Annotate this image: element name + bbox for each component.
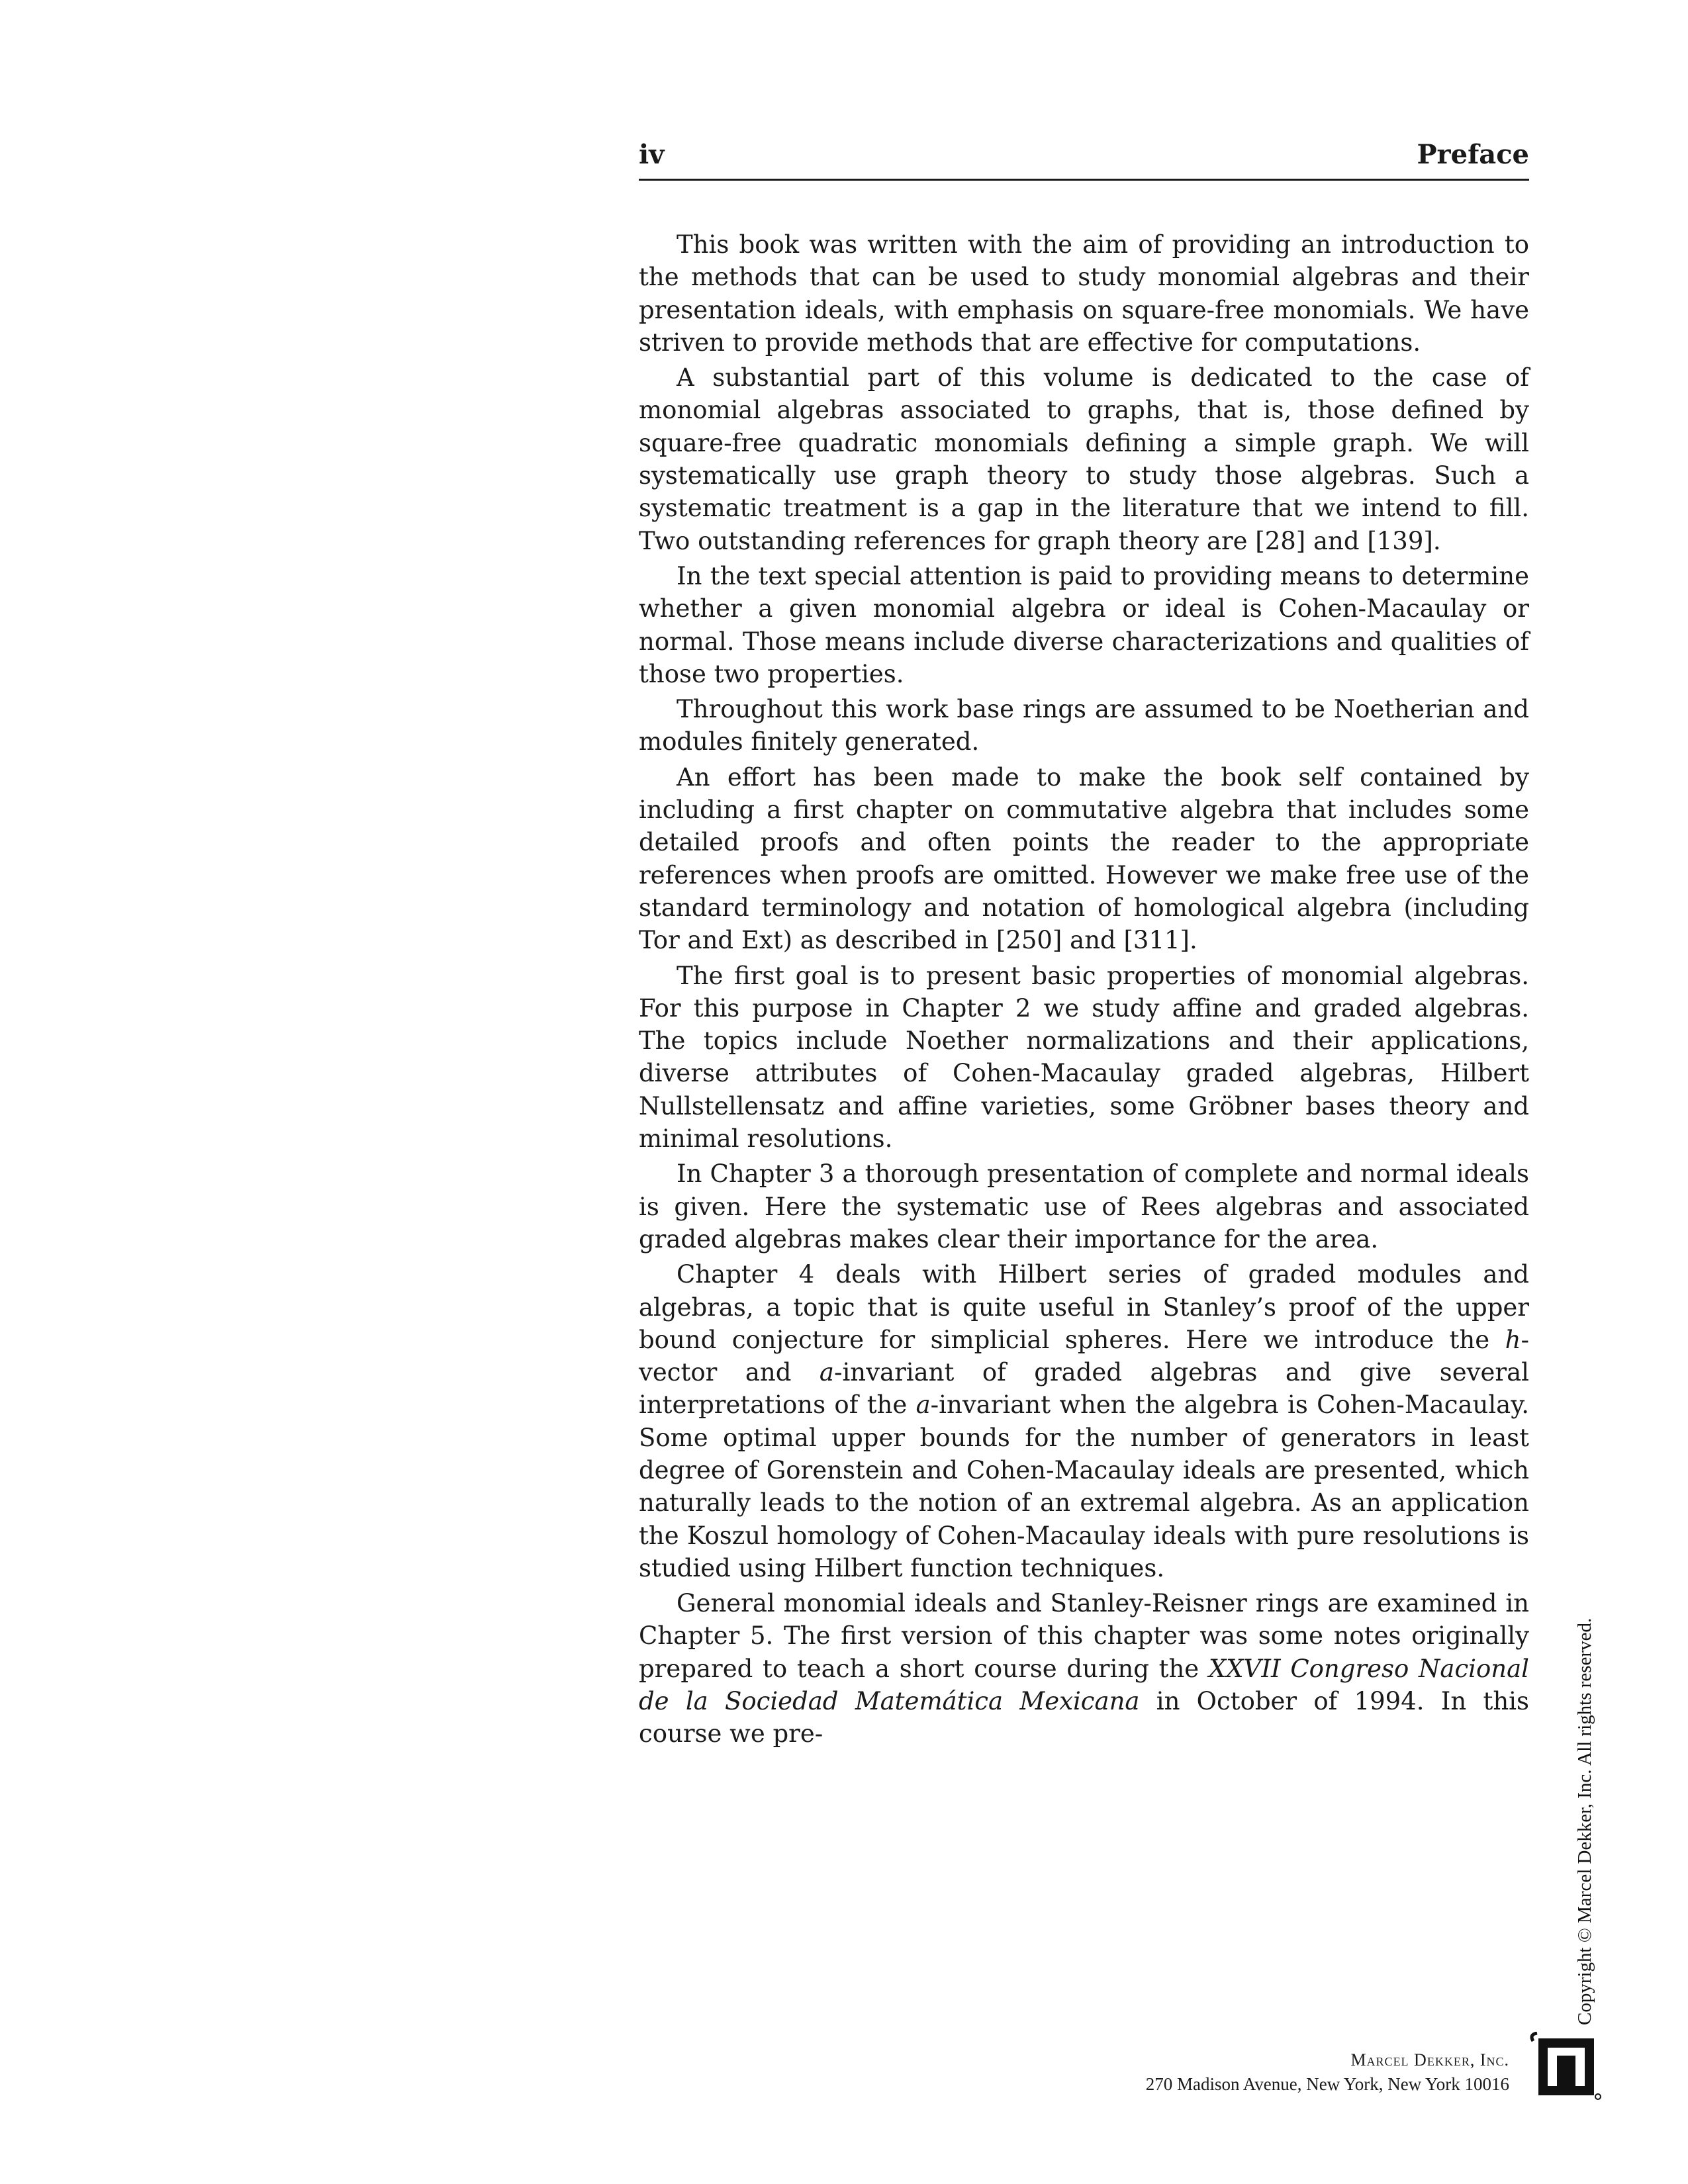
paragraph-8-text-1: Chapter 4 deals with Hilbert series of graded modules and algebras, a topic that is quite useful in Stanley’s proof of the upper bound conjecture for simplicial spheres. Here we introduce the	[639, 1260, 1529, 1354]
paragraph-8	[639, 1258, 1529, 1584]
running-head-title: Preface	[1417, 139, 1529, 170]
publisher-logo-icon	[1528, 2032, 1604, 2101]
paragraph-9-text-1: General monomial ideals and Stanley-Reisner rings are examined in Chapter 5. The first version of this chapter was some notes originally prepared to teach a short course during the	[639, 1589, 1529, 1683]
a-invariant-symbol-2: a	[915, 1390, 931, 1420]
paragraph-9-text-2: in October of 1994. In this course we pre-	[639, 1687, 1529, 1749]
congress-name: XXVII Congreso Nacional de la Sociedad Matemática Mexicana	[639, 1654, 1529, 1716]
publisher-name: Marcel Dekker, Inc.	[1350, 2050, 1509, 2070]
paragraph-9	[639, 1587, 1529, 1750]
paragraph-6: The first goal is to present basic properties of monomial algebras. For this purpose in Chapter 2 we study affine and graded algebras. The topics include Noether normalizations and their applications, diverse attributes of Cohen-Macaulay graded algebras, Hilbert Nullstellensatz and affine varieties, some Gröbner bases theory and minimal resolutions.	[639, 961, 1529, 1154]
h-vector-symbol: h	[1505, 1325, 1521, 1354]
paragraph-5: An effort has been made to make the book self contained by including a first chapter on commutative algebra that includes some detailed proofs and often points the reader to the appropriate references when proofs are omitted. However we make free use of the standard terminology and notation of homological algebra (including Tor and Ext) as described in [250] and [311].	[639, 762, 1529, 955]
paragraph-8-text-4: -invariant when the algebra is Cohen-Macaulay. Some optimal upper bounds for the number of generators in least degree of Gorenstein and Cohen-Macaulay ideals are presented, which naturally leads to the notion of an extremal algebra. As an application the Koszul homology of Cohen-Macaulay ideals with pure resolutions is studied using Hilbert function techniques.	[639, 1390, 1529, 1582]
publisher-address: 270 Madison Avenue, New York, New York 10016	[1145, 2074, 1509, 2094]
paragraph-2: A substantial part of this volume is dedicated to the case of monomial algebras associated to graphs, that is, those defined by square-free quadratic monomials defining a simple graph. We will systematically use graph theory to study those algebras. Such a systematic treatment is a gap in the literature that we intend to fill. Two outstanding references for graph theory are [28] and [139].	[639, 363, 1529, 555]
paragraph-7: In Chapter 3 a thorough presentation of complete and normal ideals is given. Here the systematic use of Rees algebras and associated graded algebras makes clear their importance for the area.	[639, 1160, 1529, 1253]
a-invariant-symbol: a	[819, 1358, 834, 1387]
paragraph-8-text-2: -vector and	[639, 1325, 1529, 1387]
publisher-imprint	[927, 2048, 1509, 2096]
copyright-notice: Copyright © Marcel Dekker, Inc. All rights reserved.	[1574, 1617, 1595, 2025]
paragraph-3: In the text special attention is paid to providing means to determine whether a given monomial algebra or ideal is Cohen-Macaulay or normal. Those means include diverse characterizations and qualities of those two properties.	[639, 561, 1529, 688]
page-number: iv	[639, 139, 665, 170]
running-header	[639, 139, 1529, 181]
paragraph-4: Throughout this work base rings are assumed to be Noetherian and modules finitely generated.	[639, 695, 1529, 756]
paragraph-8-text-3: -invariant of graded algebras and give several interpretations of the	[639, 1358, 1529, 1420]
preface-body	[639, 228, 1529, 1753]
paragraph-1: This book was written with the aim of providing an introduction to the methods that can be used to study monomial algebras and their presentation ideals, with emphasis on square-free monomials. We have striven to provide methods that are effective for computations.	[639, 230, 1529, 357]
